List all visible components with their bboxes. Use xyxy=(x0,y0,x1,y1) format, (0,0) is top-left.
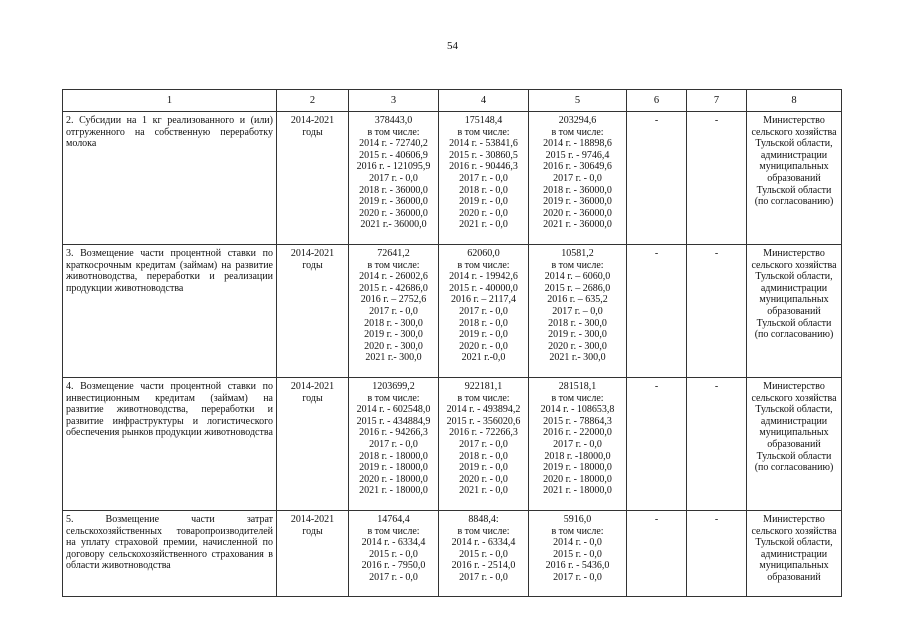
cell-line: в том числе: xyxy=(457,126,510,138)
regional-amount-cell xyxy=(529,378,627,511)
cell-line: 2019 г. - 36000,0 xyxy=(543,196,612,208)
cell-line: 2020 г. - 18000,0 xyxy=(543,473,612,485)
cell-line: 2018 г. - 0,0 xyxy=(459,317,508,329)
cell-line: 2017 г. - 0,0 xyxy=(459,172,508,184)
cell-line: 2014 г. - 18898,6 xyxy=(543,138,612,150)
table-row xyxy=(63,245,842,378)
cell-line: 2020 г. - 36000,0 xyxy=(359,207,428,219)
cell-line: Министерство xyxy=(763,248,825,259)
cell-line: 10581,2 xyxy=(561,248,594,259)
cell-line: образований xyxy=(767,438,821,450)
table-row xyxy=(63,112,842,245)
measure-description: 4. Возмещение части процентной ставки по инвестиционным кредитам (займам) на развитие животноводства, переработки и развитие инфраструктуры и логистического обеспечения рынков продукции животноводства xyxy=(63,378,277,511)
federal-amount-cell xyxy=(439,112,529,245)
cell-line: 2014 г. - 53841,6 xyxy=(449,138,518,150)
cell-line: в том числе: xyxy=(551,525,604,537)
cell-line: муниципальных xyxy=(759,161,829,173)
col7-cell: - xyxy=(687,511,747,597)
cell-line: в том числе: xyxy=(367,259,420,271)
cell-line: 2014-2021 xyxy=(290,248,335,259)
cell-line: 2019 г. - 300,0 xyxy=(364,329,423,341)
cell-line: 2016 г. – 2117,4 xyxy=(450,294,517,306)
cell-line: 2020 г. - 300,0 xyxy=(548,340,607,352)
cell-line: Тульской области xyxy=(756,184,832,196)
cell-line: 1203699,2 xyxy=(372,381,415,392)
cell-line: 2016 г. - 7950,0 xyxy=(361,560,426,572)
cell-line: 2016 г. - 30649,6 xyxy=(543,161,612,173)
cell-line: 175148,4 xyxy=(464,115,503,126)
cell-line: 2015 г. - 9746,4 xyxy=(545,149,610,161)
col7-cell: - xyxy=(687,378,747,511)
cell-line: 203294,6 xyxy=(558,115,597,126)
cell-line: администрации xyxy=(760,415,828,427)
cell-line: 2016 г. - 2514,0 xyxy=(451,560,516,572)
cell-line: муниципальных xyxy=(759,427,829,439)
cell-line: 2019 г. - 0,0 xyxy=(459,329,508,341)
cell-line: Тульской области, xyxy=(755,138,833,150)
cell-line: 2019 г. - 18000,0 xyxy=(543,462,612,474)
cell-line: 281518,1 xyxy=(558,381,597,392)
cell-line: 2021 г.- 300,0 xyxy=(365,352,422,364)
header-cell: 2 xyxy=(277,90,349,112)
cell-line: 2021 г. - 18000,0 xyxy=(543,485,612,497)
cell-line: (по согласованию) xyxy=(754,196,834,208)
cell-line: 2018 г. - 36000,0 xyxy=(359,184,428,196)
col7-cell: - xyxy=(687,245,747,378)
regional-amount-cell xyxy=(529,245,627,378)
cell-line: в том числе: xyxy=(367,525,420,537)
executor-cell xyxy=(747,112,842,245)
regional-amount-cell xyxy=(529,511,627,597)
cell-line: 2021 г.- 36000,0 xyxy=(360,219,427,231)
page-number: 54 xyxy=(447,40,458,52)
cell-line: годы xyxy=(302,259,323,271)
cell-line: 2014-2021 xyxy=(290,514,335,525)
cell-line: 2020 г. - 0,0 xyxy=(459,340,508,352)
total-amount-cell xyxy=(349,378,439,511)
federal-amount-cell xyxy=(439,378,529,511)
cell-line: Тульской области, xyxy=(755,271,833,283)
table-row xyxy=(63,378,842,511)
cell-line: 2015 г. - 0,0 xyxy=(369,548,418,560)
cell-line: сельского хозяйства xyxy=(751,392,837,404)
cell-line: 2016 г. - 90446,3 xyxy=(449,161,518,173)
cell-line: 2018 г. - 300,0 xyxy=(364,317,423,329)
cell-line: (по согласованию) xyxy=(754,329,834,341)
cell-line: 2019 г. - 18000,0 xyxy=(359,462,428,474)
cell-line: муниципальных xyxy=(759,560,829,572)
cell-line: 2014 г. - 602548,0 xyxy=(356,404,431,416)
executor-cell xyxy=(747,511,842,597)
cell-line: 2016 г. – 2752,6 xyxy=(360,294,427,306)
header-cell: 5 xyxy=(529,90,627,112)
cell-line: образований xyxy=(767,571,821,583)
cell-line: 2017 г. - 0,0 xyxy=(459,571,508,583)
cell-line: 14764,4 xyxy=(377,514,410,525)
cell-line: 2021 г.- 300,0 xyxy=(549,352,606,364)
cell-line: 2021 г. - 0,0 xyxy=(459,219,508,231)
cell-line: 2018 г. - 18000,0 xyxy=(359,450,428,462)
cell-line: Тульской области, xyxy=(755,404,833,416)
measure-description: 3. Возмещение части процентной ставки по краткосрочным кредитам (займам) на развитие животноводства, переработки и реализации продукции животноводства xyxy=(63,245,277,378)
cell-line: 2017 г. - 0,0 xyxy=(369,571,418,583)
header-cell: 4 xyxy=(439,90,529,112)
cell-line: 2020 г. - 36000,0 xyxy=(543,207,612,219)
cell-line: годы xyxy=(302,126,323,138)
cell-line: 2014 г. - 108653,8 xyxy=(540,404,615,416)
cell-line: 2015 г. - 0,0 xyxy=(459,548,508,560)
cell-line: 2019 г. - 36000,0 xyxy=(359,196,428,208)
header-cell: 3 xyxy=(349,90,439,112)
cell-line: 2015 г. - 40606,9 xyxy=(359,149,428,161)
cell-line: 2017 г. - 0,0 xyxy=(553,438,602,450)
cell-line: 2017 г. - 0,0 xyxy=(369,172,418,184)
cell-line: 2016 г. - 72266,3 xyxy=(449,427,518,439)
cell-line: 2020 г. - 0,0 xyxy=(459,207,508,219)
cell-line: 2021 г. - 18000,0 xyxy=(359,485,428,497)
cell-line: администрации xyxy=(760,149,828,161)
cell-line: 2014 г. - 493894,2 xyxy=(446,404,521,416)
cell-line: 2015 г. - 0,0 xyxy=(553,548,602,560)
cell-line: 2016 г. - 22000,0 xyxy=(543,427,612,439)
period-cell xyxy=(277,245,349,378)
cell-line: 2015 г. - 40000,0 xyxy=(449,282,518,294)
cell-line: 72641,2 xyxy=(377,248,410,259)
header-cell: 7 xyxy=(687,90,747,112)
cell-line: 2021 г. - 36000,0 xyxy=(543,219,612,231)
cell-line: 2017 г. - 0,0 xyxy=(369,438,418,450)
col7-cell: - xyxy=(687,112,747,245)
table-row xyxy=(63,511,842,597)
cell-line: Тульской области, xyxy=(755,537,833,549)
header-cell: 8 xyxy=(747,90,842,112)
col6-cell: - xyxy=(627,378,687,511)
cell-line: 2018 г. -18000,0 xyxy=(544,450,611,462)
header-cell: 1 xyxy=(63,90,277,112)
cell-line: 2018 г. - 36000,0 xyxy=(543,184,612,196)
cell-line: в том числе: xyxy=(457,525,510,537)
cell-line: 2017 г. - 0,0 xyxy=(459,438,508,450)
period-cell xyxy=(277,112,349,245)
cell-line: сельского хозяйства xyxy=(751,259,837,271)
cell-line: образований xyxy=(767,172,821,184)
total-amount-cell xyxy=(349,245,439,378)
cell-line: в том числе: xyxy=(551,126,604,138)
cell-line: сельского хозяйства xyxy=(751,126,837,138)
cell-line: администрации xyxy=(760,548,828,560)
cell-line: образований xyxy=(767,305,821,317)
cell-line: Тульской области xyxy=(756,317,832,329)
cell-line: 2014 г. - 72740,2 xyxy=(359,138,428,150)
cell-line: 2016 г. - 5436,0 xyxy=(545,560,610,572)
cell-line: в том числе: xyxy=(551,259,604,271)
period-cell xyxy=(277,511,349,597)
cell-line: 2015 г. - 78864,3 xyxy=(543,415,612,427)
cell-line: сельского хозяйства xyxy=(751,525,837,537)
regional-amount-cell xyxy=(529,112,627,245)
cell-line: Министерство xyxy=(763,514,825,525)
cell-line: годы xyxy=(302,525,323,537)
cell-line: 2017 г. - 0,0 xyxy=(369,305,418,317)
cell-line: 2019 г. - 0,0 xyxy=(459,196,508,208)
cell-line: 2017 г. - 0,0 xyxy=(553,571,602,583)
cell-line: 2014 г. - 19942,6 xyxy=(449,271,518,283)
executor-cell xyxy=(747,378,842,511)
table-header-row xyxy=(63,90,842,112)
cell-line: 2015 г. - 42686,0 xyxy=(359,282,428,294)
measure-description: 2. Субсидии на 1 кг реализованного и (или) отгруженного на собственную переработку молока xyxy=(63,112,277,245)
cell-line: годы xyxy=(302,392,323,404)
total-amount-cell xyxy=(349,511,439,597)
cell-line: администрации xyxy=(760,282,828,294)
cell-line: 2020 г. - 300,0 xyxy=(364,340,423,352)
cell-line: 2015 г. - 434884,9 xyxy=(356,415,431,427)
cell-line: 2019 г. - 0,0 xyxy=(459,462,508,474)
program-table xyxy=(62,89,842,597)
cell-line: 922181,1 xyxy=(464,381,503,392)
cell-line: 2015 г. – 2686,0 xyxy=(544,282,611,294)
cell-line: 2018 г. - 0,0 xyxy=(459,184,508,196)
cell-line: 2020 г. - 0,0 xyxy=(459,473,508,485)
cell-line: Тульской области xyxy=(756,450,832,462)
col6-cell: - xyxy=(627,245,687,378)
total-amount-cell xyxy=(349,112,439,245)
cell-line: 2014 г. - 26002,6 xyxy=(359,271,428,283)
cell-line: 5916,0 xyxy=(563,514,592,525)
cell-line: 2018 г. - 0,0 xyxy=(459,450,508,462)
cell-line: 62060,0 xyxy=(467,248,500,259)
cell-line: Министерство xyxy=(763,115,825,126)
col6-cell: - xyxy=(627,511,687,597)
cell-line: в том числе: xyxy=(367,126,420,138)
cell-line: 2014 г. – 6060,0 xyxy=(544,271,611,283)
cell-line: 2015 г. - 30860,5 xyxy=(449,149,518,161)
cell-line: 2014-2021 xyxy=(290,381,335,392)
federal-amount-cell xyxy=(439,245,529,378)
cell-line: 2020 г. - 18000,0 xyxy=(359,473,428,485)
cell-line: 2014-2021 xyxy=(290,115,335,126)
cell-line: 2016 г. – 635,2 xyxy=(547,294,608,306)
cell-line: 8848,4: xyxy=(468,514,499,525)
cell-line: 2014 г. - 6334,4 xyxy=(451,537,516,549)
cell-line: Министерство xyxy=(763,381,825,392)
cell-line: 2016 г. - 121095,9 xyxy=(356,161,431,173)
header-cell: 6 xyxy=(627,90,687,112)
cell-line: 2017 г. - 0,0 xyxy=(553,172,602,184)
cell-line: 2021 г.-0,0 xyxy=(461,352,506,364)
period-cell xyxy=(277,378,349,511)
cell-line: в том числе: xyxy=(367,392,420,404)
cell-line: 2017 г. – 0,0 xyxy=(552,305,603,317)
cell-line: 2018 г. - 300,0 xyxy=(548,317,607,329)
measure-description: 5. Возмещение части затрат сельскохозяйственных товаропроизводителей на уплату страховой премии, начисленной по договору сельскохозяйственного страхования в области животноводства xyxy=(63,511,277,597)
cell-line: 2014 г. - 6334,4 xyxy=(361,537,426,549)
cell-line: муниципальных xyxy=(759,294,829,306)
cell-line: в том числе: xyxy=(457,259,510,271)
cell-line: 2015 г. - 356020,6 xyxy=(446,415,521,427)
cell-line: 2019 г. - 300,0 xyxy=(548,329,607,341)
cell-line: 2017 г. - 0,0 xyxy=(459,305,508,317)
cell-line: в том числе: xyxy=(457,392,510,404)
cell-line: 2016 г. - 94266,3 xyxy=(359,427,428,439)
cell-line: 2014 г. - 0,0 xyxy=(553,537,602,549)
executor-cell xyxy=(747,245,842,378)
cell-line: в том числе: xyxy=(551,392,604,404)
cell-line: (по согласованию) xyxy=(754,462,834,474)
col6-cell: - xyxy=(627,112,687,245)
cell-line: 2021 г. - 0,0 xyxy=(459,485,508,497)
federal-amount-cell xyxy=(439,511,529,597)
cell-line: 378443,0 xyxy=(374,115,413,126)
